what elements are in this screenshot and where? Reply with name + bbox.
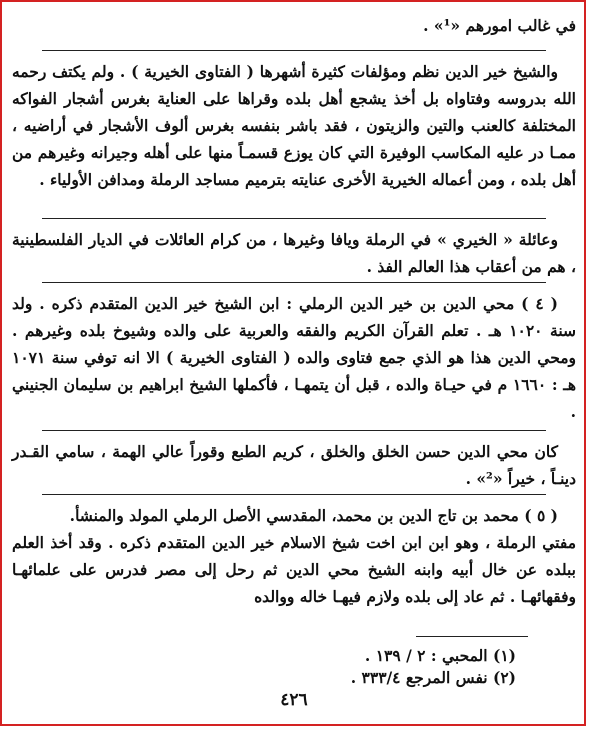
entry-body-5: مفتي الرملة ، وهو ابن ابن اخت شيخ الاسلام خير الدين المتقدم ذكره . وقد أخذ العلم ببلده عن خال أبيه وابنه الشيخ محي الدين ثم رحل إلى مصر فدرس على علمائهـا وفقهائهـا . ثم عاد إلى بلده ولازم فيهـا خاله ووالده: [12, 533, 576, 606]
entry-heading-4: ( ٤ ) محي الدين بن خير الدين الرملي :: [286, 294, 559, 313]
paragraph-khayr-al-din: والشيخ خير الدين نظم ومؤلفات كثيرة أشهرها ( الفتاوى الخيرية ) . ولم يكتف رحمه الله بدروسه وفتاواه بل أخذ يشجع أهل بلده وقراها على العناية بغرس أشجار الفواكه المختلفة كالعنب والتين والزيتون ، فقد باشر بنفسه بغرس ألوف الأشجار في أراضيه ، ممـا در عليه المكاسب الوفيرة التي كان يوزع قسمـاً منها على أهله وجيرانه وغيرهم من أهل بلده ، ومن أعماله الخيرية الأخرى عنايته بترميم مساجد الرملة ومدافن الأولياء .: [12, 62, 576, 189]
footnote-2: (٢) نفس المرجع ٣٣٣/٤ .: [350, 668, 516, 687]
paragraph-muhyi-character: كان محي الدين حسن الخلق والخلق ، كريم الطبع وقوراً عالي الهمة ، سامي القـدر دينـاً ، خيراً «²» .: [12, 442, 576, 488]
section-divider: [42, 430, 546, 431]
footnote-divider: [416, 636, 528, 637]
page-number: ٤٢٦: [280, 690, 308, 710]
footnote-1: (١) المحبي : ٢ / ١٣٩ .: [364, 646, 516, 665]
entry-body-4: ابن الشيخ خير الدين المتقدم ذكره . ولد سنة ١٠٢٠ هـ . تعلم القرآن الكريم والفقه والعربية على والده وشيوخ بلده وغيرهم . ومحي الدين هذا هو الذي جمع فتاوى والده ( الفتاوى الخيرية ) الا انه توفي سنة ١٠٧١ هـ : ١٦٦٠ م في حيـاة والده ، قبل أن يتمهـا ، فأكملها الشيخ ابراهيم بن سليمان الجنيني .: [12, 294, 577, 421]
entry-heading-5: ( ٥ ) محمد بن تاج الدين بن محمد، المقدسي الأصل الرملي المولد والمنشأ.: [69, 506, 558, 525]
section-divider: [42, 218, 546, 219]
section-divider: [42, 50, 546, 51]
top-line: في غالب امورهم «¹» .: [423, 16, 576, 35]
paragraph-khayri-family: وعائلة « الخيري » في الرملة ويافا وغيرها ، من كرام العائلات في الديار الفلسطينية ، هم من أعقاب هذا العالم الفذ .: [12, 230, 576, 276]
book-page: [12, 6, 576, 720]
section-divider: [42, 282, 546, 283]
paragraph-muhyi-al-din: [12, 290, 576, 425]
section-divider: [42, 494, 546, 495]
